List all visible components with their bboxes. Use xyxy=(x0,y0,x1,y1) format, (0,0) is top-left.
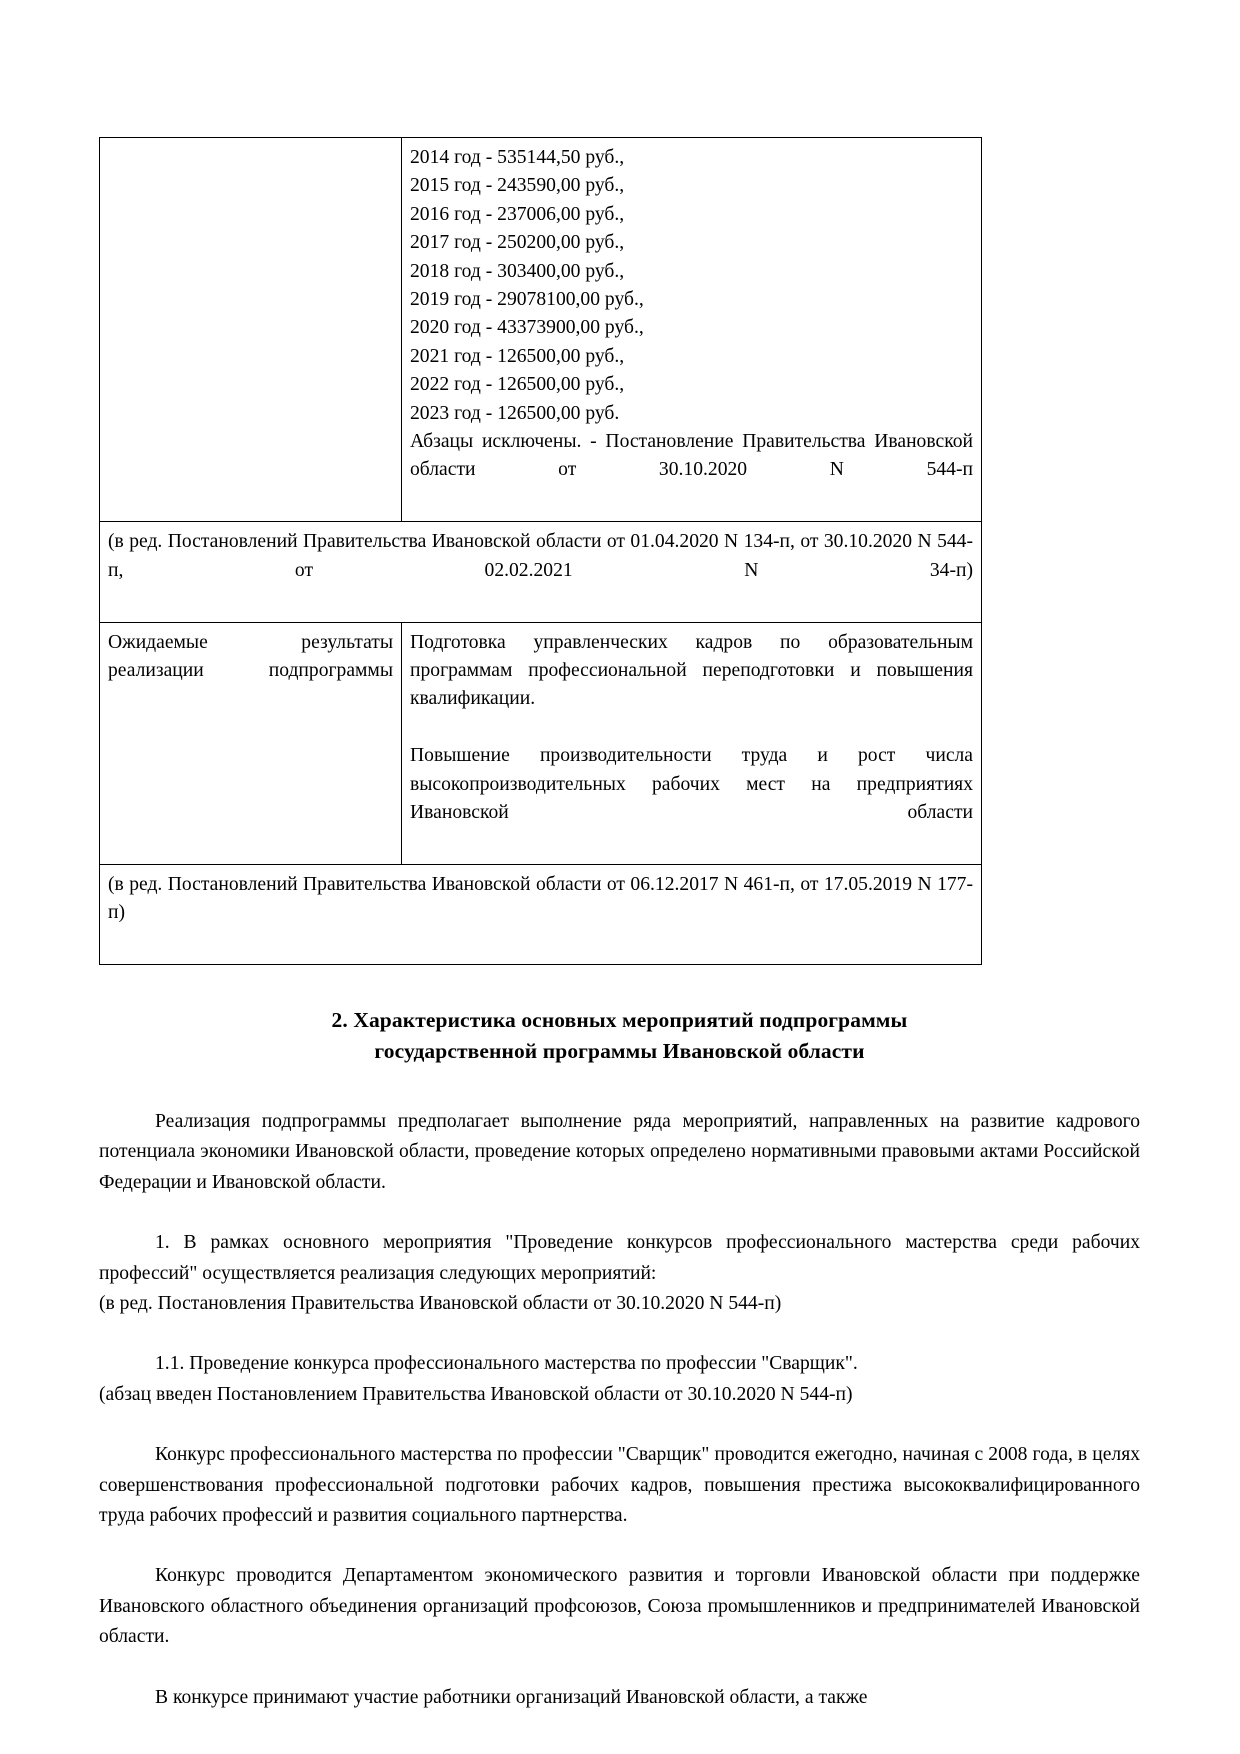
funding-line: 2016 год - 237006,00 руб., xyxy=(410,203,625,225)
program-parameters-table xyxy=(99,137,982,965)
table-row-funding xyxy=(100,138,982,522)
paragraph-note-abzac: (абзац введен Постановлением Правительства Ивановской области от 30.10.2020 N 544-п) xyxy=(99,1383,853,1405)
amendment-note-text: (в ред. Постановлений Правительства Ивановской области от 06.12.2017 N 461-п, от 17.05.2019 N 177-п) xyxy=(108,873,973,924)
table-row-amendment-note-2 xyxy=(100,864,982,964)
paragraph-item-1-1: 1.1. Проведение конкурса профессионального мастерства по профессии "Сварщик". xyxy=(155,1353,858,1375)
amendment-note-text: (в ред. Постановлений Правительства Ивановской области от 01.04.2020 N 134-п, от 30.10.2020 N 544-п, от 02.02.2021 N 34-п) xyxy=(108,531,973,581)
funding-line: 2018 год - 303400,00 руб., xyxy=(410,260,625,282)
table-cell-amendment-note-2 xyxy=(100,864,982,964)
paragraph-uchastniki: В конкурсе принимают участие работники организаций Ивановской области, а также xyxy=(155,1686,868,1708)
paragraph-note-544: (в ред. Постановления Правительства Ивановской области от 30.10.2020 N 544-п) xyxy=(99,1293,782,1314)
section-heading-line-1: 2. Характеристика основных мероприятий подпрограммы xyxy=(331,1007,908,1032)
expected-results-paragraph: Повышение производительности труда и рост числа высокопроизводительных рабочих мест на предприятиях Ивановской области xyxy=(410,745,973,823)
table-cell-expected-results-label xyxy=(100,622,402,864)
section-heading xyxy=(99,1005,1140,1067)
funding-line: 2020 год - 43373900,00 руб., xyxy=(410,317,644,339)
section-heading-line-2: государственной программы Ивановской области xyxy=(374,1038,865,1063)
table-row-amendment-note-1 xyxy=(100,522,982,622)
paragraph-konkurs-departament: Конкурс проводится Департаментом экономического развития и торговли Ивановской области при поддержке Ивановского областного объединения организаций профсоюзов, Союза промышленников и предпринимателей Ивановской области. xyxy=(99,1565,1140,1648)
funding-line: 2015 год - 243590,00 руб., xyxy=(410,175,625,197)
paragraph-realizaciya: Реализация подпрограммы предполагает выполнение ряда мероприятий, направленных на развитие кадрового потенциала экономики Ивановской области, проведение которых определено нормативными правовыми актами Российской Федерации и Ивановской области. xyxy=(99,1110,1140,1193)
body-text xyxy=(99,1107,1140,1713)
table-cell-amendment-note-1 xyxy=(100,522,982,622)
funding-excluded-note: Абзацы исключены. - Постановление Правительства Ивановской области от 30.10.2020 N 544-п xyxy=(410,431,973,481)
expected-results-label: Ожидаемые результаты реализации подпрограммы xyxy=(108,631,393,681)
funding-line: 2023 год - 126500,00 руб. xyxy=(410,402,620,424)
paragraph-item-1: 1. В рамках основного мероприятия "Проведение конкурсов профессионального мастерства среди рабочих профессий" осуществляется реализация следующих мероприятий: xyxy=(99,1232,1140,1284)
funding-line: 2014 год - 535144,50 руб., xyxy=(410,147,625,168)
table-cell-expected-results-value xyxy=(402,622,982,864)
table-cell-label-empty xyxy=(100,138,402,522)
funding-line: 2019 год - 29078100,00 руб., xyxy=(410,289,644,311)
table-row-expected-results xyxy=(100,622,982,864)
funding-line: 2022 год - 126500,00 руб., xyxy=(410,374,625,396)
expected-results-paragraph: Подготовка управленческих кадров по образовательным программам профессиональной переподготовки и повышения квалификации. xyxy=(410,631,973,710)
table-cell-funding-values xyxy=(402,138,982,522)
funding-line: 2021 год - 126500,00 руб., xyxy=(410,345,625,367)
paragraph-konkurs-svarshchik: Конкурс профессионального мастерства по профессии "Сварщик" проводится ежегодно, начиная с 2008 года, в целях совершенствования профессиональной подготовки рабочих кадров, повышения престижа высококвалифицированного труда рабочих профессий и развития социального партнерства. xyxy=(99,1444,1140,1527)
funding-line: 2017 год - 250200,00 руб., xyxy=(410,232,625,254)
